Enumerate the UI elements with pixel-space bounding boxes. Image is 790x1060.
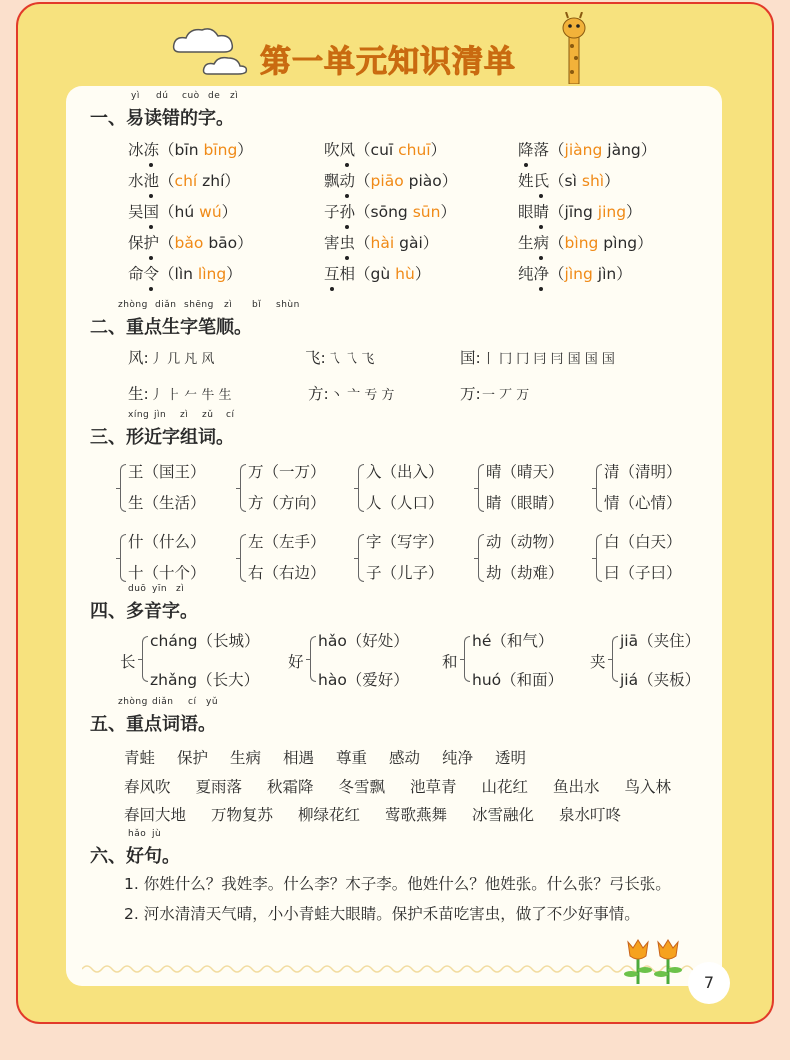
section-heading: 二、重点生字笔顺。: [90, 317, 252, 338]
pinyin-annotation: zì: [180, 410, 189, 420]
pinyin-annotation: zì: [230, 91, 239, 101]
word: 姓氏: [518, 172, 549, 190]
pinyin-option: hài: [370, 234, 395, 252]
brace: [120, 534, 126, 582]
key-word: 柳绿花红: [298, 806, 361, 824]
pronunciation-item: 降落（jiàng jàng）: [518, 138, 656, 160]
pinyin-annotation: yì: [131, 91, 140, 101]
pinyin-option: piāo: [370, 172, 404, 190]
stroke-sequence: 丿 ⺊ 𠂉 牛 生: [150, 388, 232, 403]
word: 吹风: [324, 141, 355, 159]
similar-word: 曰（子曰）: [604, 564, 682, 582]
key-word: 冬雪飘: [338, 778, 386, 796]
similar-word: 情（心情）: [604, 494, 682, 512]
polyphone-reading: hǎo（好处）: [318, 632, 409, 650]
pinyin-option: gài: [399, 234, 423, 252]
pronunciation-item: 子孙（sōng sūn）: [324, 200, 456, 222]
polyphone-character: 长: [120, 653, 136, 671]
word: 保护: [128, 234, 159, 252]
word: 降落: [518, 141, 549, 159]
pinyin-option: pìng: [603, 234, 638, 252]
brace: [612, 636, 618, 682]
pinyin-option: bīn: [174, 141, 199, 159]
pinyin-annotation: cuò: [182, 91, 200, 101]
key-word: 生病: [230, 749, 262, 767]
pinyin-option: shì: [581, 172, 605, 190]
brace: [478, 464, 484, 512]
polyphone-character: 和: [442, 653, 458, 671]
similar-word: 右（右边）: [248, 564, 326, 582]
similar-word: 入（出入）: [366, 463, 444, 481]
pinyin-option: bāo: [208, 234, 238, 252]
brace: [358, 534, 364, 582]
key-word: 万物复苏: [211, 806, 274, 824]
pinyin-annotation: diǎn: [152, 697, 174, 707]
similar-word: 左（左手）: [248, 533, 326, 551]
pinyin-option: sūn: [412, 203, 441, 221]
pinyin-option: zhí: [202, 172, 225, 190]
pinyin-annotation: yīn: [152, 584, 168, 594]
key-word: 秋霜降: [267, 778, 314, 796]
polyphone-reading: hé（和气）: [472, 632, 554, 650]
pinyin-annotation: shùn: [276, 300, 300, 310]
pinyin-option: hú: [174, 203, 195, 221]
page-number: 7: [688, 962, 730, 1004]
key-word: 泉水叮咚: [559, 806, 622, 824]
key-word: 春回大地: [124, 806, 187, 824]
brace: [310, 636, 316, 682]
key-word: 春风吹: [124, 778, 171, 796]
pronunciation-item: 纯净（jìng jìn）: [518, 262, 632, 284]
key-word: 透明: [495, 749, 527, 767]
polyphone-reading: cháng（长城）: [150, 632, 260, 650]
key-word: 莺歌燕舞: [385, 806, 448, 824]
pronunciation-item: 冰冻（bīn bīng）: [128, 138, 253, 160]
pinyin-annotation: shēng: [184, 300, 214, 310]
pinyin-annotation: bǐ: [252, 300, 262, 310]
word: 子孙: [324, 203, 355, 221]
pinyin-annotation: zhòng: [118, 697, 148, 707]
key-word: 纯净: [442, 749, 474, 767]
brace: [464, 636, 470, 682]
pinyin-option: piào: [408, 172, 442, 190]
stroke-sequence: 丶 亠 亐 方: [330, 388, 395, 403]
pinyin-option: gù: [370, 265, 391, 283]
stroke-character: 生:: [128, 385, 149, 403]
similar-word: 睛（眼睛）: [486, 494, 564, 512]
pinyin-annotation: yǔ: [206, 697, 219, 707]
pronunciation-item: 命令（lìn lìng）: [128, 262, 242, 284]
stroke-character: 风:: [128, 349, 149, 367]
pinyin-option: jìn: [597, 265, 617, 283]
pinyin-annotation: zhòng: [118, 300, 148, 310]
page-title: 第一单元知识清单: [260, 44, 516, 80]
section-heading: 五、重点词语。: [90, 714, 216, 735]
pinyin-annotation: de: [208, 91, 221, 101]
section-heading: 一、易读错的字。: [90, 108, 234, 129]
pronunciation-item: 眼睛（jīng jing）: [518, 200, 642, 222]
section-heading: 六、好句。: [90, 846, 180, 867]
key-word: 相遇: [283, 749, 315, 767]
similar-word: 万（一万）: [248, 463, 326, 481]
pronunciation-item: 互相（gù hù）: [324, 262, 430, 284]
similar-word: 方（方向）: [248, 494, 326, 512]
pronunciation-item: 生病（bìng pìng）: [518, 231, 653, 253]
pinyin-annotation: cí: [226, 410, 235, 420]
pinyin-annotation: hǎo: [128, 829, 147, 839]
key-word: 鸟入林: [624, 778, 672, 796]
word: 吴国: [128, 203, 159, 221]
key-word: 青蛙: [124, 749, 156, 767]
pinyin-annotation: jìn: [154, 410, 167, 420]
pinyin-option: jàng: [607, 141, 641, 159]
key-word: 夏雨落: [195, 778, 243, 796]
word: 互相: [324, 265, 355, 283]
key-word: 池草青: [410, 778, 457, 796]
pronunciation-item: 飘动（piāo piào）: [324, 169, 457, 191]
word: 眼睛: [518, 203, 549, 221]
pinyin-option: wú: [199, 203, 222, 221]
key-word: 山花红: [481, 778, 529, 796]
pinyin-annotation: xíng: [128, 410, 150, 420]
brace: [358, 464, 364, 512]
pinyin-option: sōng: [370, 203, 408, 221]
pinyin-option: bìng: [564, 234, 599, 252]
pinyin-option: jīng: [564, 203, 593, 221]
word: 纯净: [518, 265, 549, 283]
similar-word: 十（十个）: [128, 564, 206, 582]
word: 害虫: [324, 234, 355, 252]
good-sentence: 2. 河水清清天气晴，小小青蛙大眼睛。保护禾苗吃害虫，做了不少好事情。: [124, 905, 640, 923]
key-word: 保护: [177, 749, 209, 767]
stroke-character: 万:: [460, 385, 481, 403]
brace: [478, 534, 484, 582]
similar-word: 王（国王）: [128, 463, 206, 481]
word: 冰冻: [128, 141, 159, 159]
pinyin-annotation: zì: [224, 300, 233, 310]
pinyin-annotation: diǎn: [155, 300, 177, 310]
pinyin-annotation: jù: [152, 829, 162, 839]
polyphone-reading: jiá（夹板）: [620, 671, 701, 689]
similar-word: 劫（劫难）: [486, 564, 564, 582]
key-word: 感动: [389, 749, 421, 767]
pronunciation-item: 姓氏（sì shì）: [518, 169, 620, 191]
pinyin-option: chí: [174, 172, 198, 190]
pinyin-annotation: zì: [176, 584, 185, 594]
pinyin-annotation: dú: [156, 91, 169, 101]
brace: [596, 464, 602, 512]
pinyin-annotation: cí: [188, 697, 197, 707]
pinyin-annotation: zǔ: [202, 410, 214, 420]
similar-word: 清（清明）: [604, 463, 682, 481]
stroke-sequence: 丿 几 凡 风: [150, 352, 215, 367]
pinyin-option: hù: [395, 265, 415, 283]
word: 生病: [518, 234, 549, 252]
polyphone-reading: hào（爱好）: [318, 671, 409, 689]
brace: [240, 464, 246, 512]
pronunciation-item: 水池（chí zhí）: [128, 169, 240, 191]
similar-word: 晴（晴天）: [486, 463, 564, 481]
pinyin-option: chuī: [398, 141, 431, 159]
pinyin-option: jing: [597, 203, 627, 221]
section-heading: 四、多音字。: [90, 601, 198, 622]
similar-word: 白（白天）: [604, 533, 682, 551]
good-sentence: 1. 你姓什么？我姓李。什么李？木子李。他姓什么？他姓张。什么张？弓长张。: [124, 875, 671, 893]
similar-word: 字（写字）: [366, 533, 444, 551]
similar-word: 什（什么）: [128, 533, 206, 551]
word: 飘动: [324, 172, 355, 190]
polyphone-character: 好: [288, 653, 304, 671]
pinyin-option: lìng: [197, 265, 227, 283]
pinyin-annotation: duō: [128, 584, 147, 594]
stroke-sequence: 乁 乁 飞: [327, 352, 375, 367]
pronunciation-item: 吹风（cuī chuī）: [324, 138, 446, 160]
similar-word: 子（儿子）: [366, 564, 444, 582]
key-word: 鱼出水: [553, 778, 600, 796]
pinyin-option: bǎo: [174, 234, 204, 252]
polyphone-reading: huó（和面）: [472, 671, 564, 689]
key-word: 尊重: [336, 749, 368, 767]
brace: [596, 534, 602, 582]
polyphone-reading: jiā（夹住）: [620, 632, 701, 650]
tulip-icon: [622, 934, 686, 986]
pinyin-option: sì: [564, 172, 577, 190]
word: 命令: [128, 265, 159, 283]
similar-word: 生（生活）: [128, 494, 206, 512]
polyphone-character: 夹: [590, 653, 606, 671]
pronunciation-item: 害虫（hài gài）: [324, 231, 438, 253]
pinyin-option: jiàng: [564, 141, 603, 159]
section-heading: 三、形近字组词。: [90, 427, 234, 448]
stroke-sequence: 丨 冂 冂 冃 冃 国 国 国: [482, 352, 615, 367]
cloud-icon: [200, 54, 250, 78]
pinyin-option: bīng: [203, 141, 238, 159]
similar-word: 人（人口）: [366, 494, 444, 512]
wave-divider: [82, 963, 702, 975]
pinyin-option: lìn: [174, 265, 193, 283]
polyphone-reading: zhǎng（长大）: [150, 671, 260, 689]
brace: [240, 534, 246, 582]
stroke-character: 国:: [460, 349, 481, 367]
pronunciation-item: 吴国（hú wú）: [128, 200, 237, 222]
key-word: 冰雪融化: [472, 806, 535, 824]
cloud-icon: [170, 24, 240, 58]
pinyin-option: cuī: [370, 141, 394, 159]
brace: [120, 464, 126, 512]
stroke-character: 方:: [308, 385, 329, 403]
pinyin-option: jìng: [564, 265, 593, 283]
stroke-character: 飞:: [305, 349, 326, 367]
stroke-sequence: 一 丆 万: [482, 388, 530, 403]
word: 水池: [128, 172, 159, 190]
giraffe-icon: [555, 12, 591, 84]
similar-word: 动（动物）: [486, 533, 564, 551]
pronunciation-item: 保护（bǎo bāo）: [128, 231, 253, 253]
brace: [142, 636, 148, 682]
